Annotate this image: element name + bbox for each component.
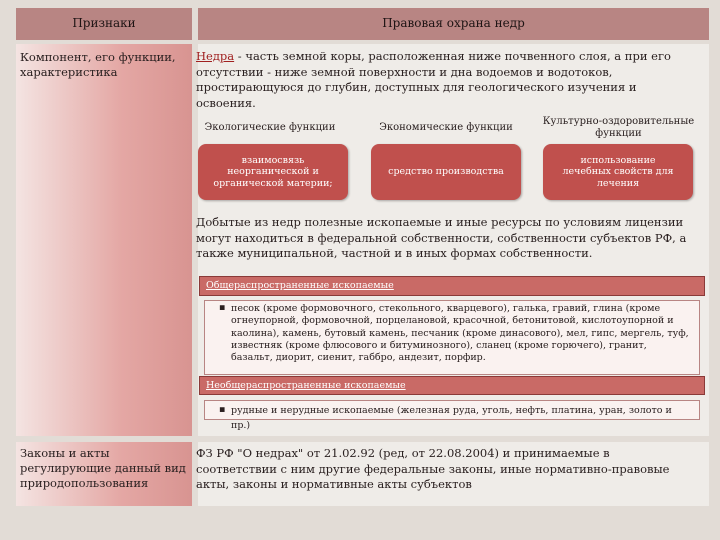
econ-functions-title: Экономические функции xyxy=(379,122,513,133)
header-legal-protection: Правовая охрана недр xyxy=(382,16,525,30)
slide-table xyxy=(16,8,709,506)
nedra-definition-text: - часть земной коры, расположенная ниже почвенного слоя, а при его отсутствии - ниже земной поверхности и дна водоемов и водотоков, простирающуюся до глубин, доступных для геологического изучения и освоения. xyxy=(196,49,671,110)
culture-function-box xyxy=(543,144,693,200)
common-minerals-title: Общераспространенные ископаемые xyxy=(206,280,394,291)
ownership-text: Добытые из недр полезные ископаемые и иные ресурсы по условиям лицензии могут находиться в федеральной собственности, собственности субъектов РФ, а также муниципальной, частной и в иных формах собственности. xyxy=(196,215,687,260)
row1-left-label: Компонент, его функции, характеристика xyxy=(20,50,176,79)
common-minerals-text: песок (кроме формовочного, стекольного, кварцевого), галька, гравий, глина (кроме огнеупорной, формовочной, порцелановой, красочной, бетонитовой, кислотоупорной и каолина), камень, бутовый камень, песчаник (кроме динасового), мел, гипс, мергель, туф, известняк (кроме флюсового и битуминозного), сланец (кроме горючего), гранит, базальт, диорит, сиенит, габбро, андезит, порфир. xyxy=(231,303,689,364)
rare-minerals-title: Необщераспространенные ископаемые xyxy=(206,380,406,391)
rare-minerals-band xyxy=(199,376,705,395)
rare-minerals-text: рудные и нерудные ископаемые (железная руда, уголь, нефть, платина, уран, золото и пр.) xyxy=(231,405,672,431)
econ-function-text: средство производства xyxy=(388,166,504,178)
eco-function-text: взаимосвязь неорганической и органической материи; xyxy=(213,154,333,189)
law-text: ФЗ РФ "О недрах" от 21.02.92 (ред, от 22.08.2004) и принимаемые в соответствии с ним другие федеральные законы, иные нормативно-правовые акты, законы и нормативные акты субъектов xyxy=(196,446,670,491)
row-divider xyxy=(16,436,709,442)
header-divider xyxy=(16,40,709,44)
common-minerals-list xyxy=(204,300,700,375)
bullet-icon: ▪ xyxy=(219,302,226,313)
eco-function-box xyxy=(198,144,348,200)
nedra-term-link[interactable]: Недра xyxy=(196,49,235,63)
culture-functions-title: Культурно-оздоровительные функции xyxy=(542,116,695,139)
common-minerals-band xyxy=(199,276,705,296)
header-signs: Признаки xyxy=(72,16,136,30)
eco-functions-title: Экологические функции xyxy=(204,122,336,133)
econ-function-box xyxy=(371,144,521,200)
bullet-icon: ▪ xyxy=(219,404,226,415)
nedra-definition xyxy=(196,49,694,111)
row2-left-label: Законы и акты регулирующие данный вид природопользования xyxy=(20,446,186,490)
rare-minerals-list xyxy=(204,400,700,431)
culture-function-text: использование лечебных свойств для лечения xyxy=(562,154,674,189)
